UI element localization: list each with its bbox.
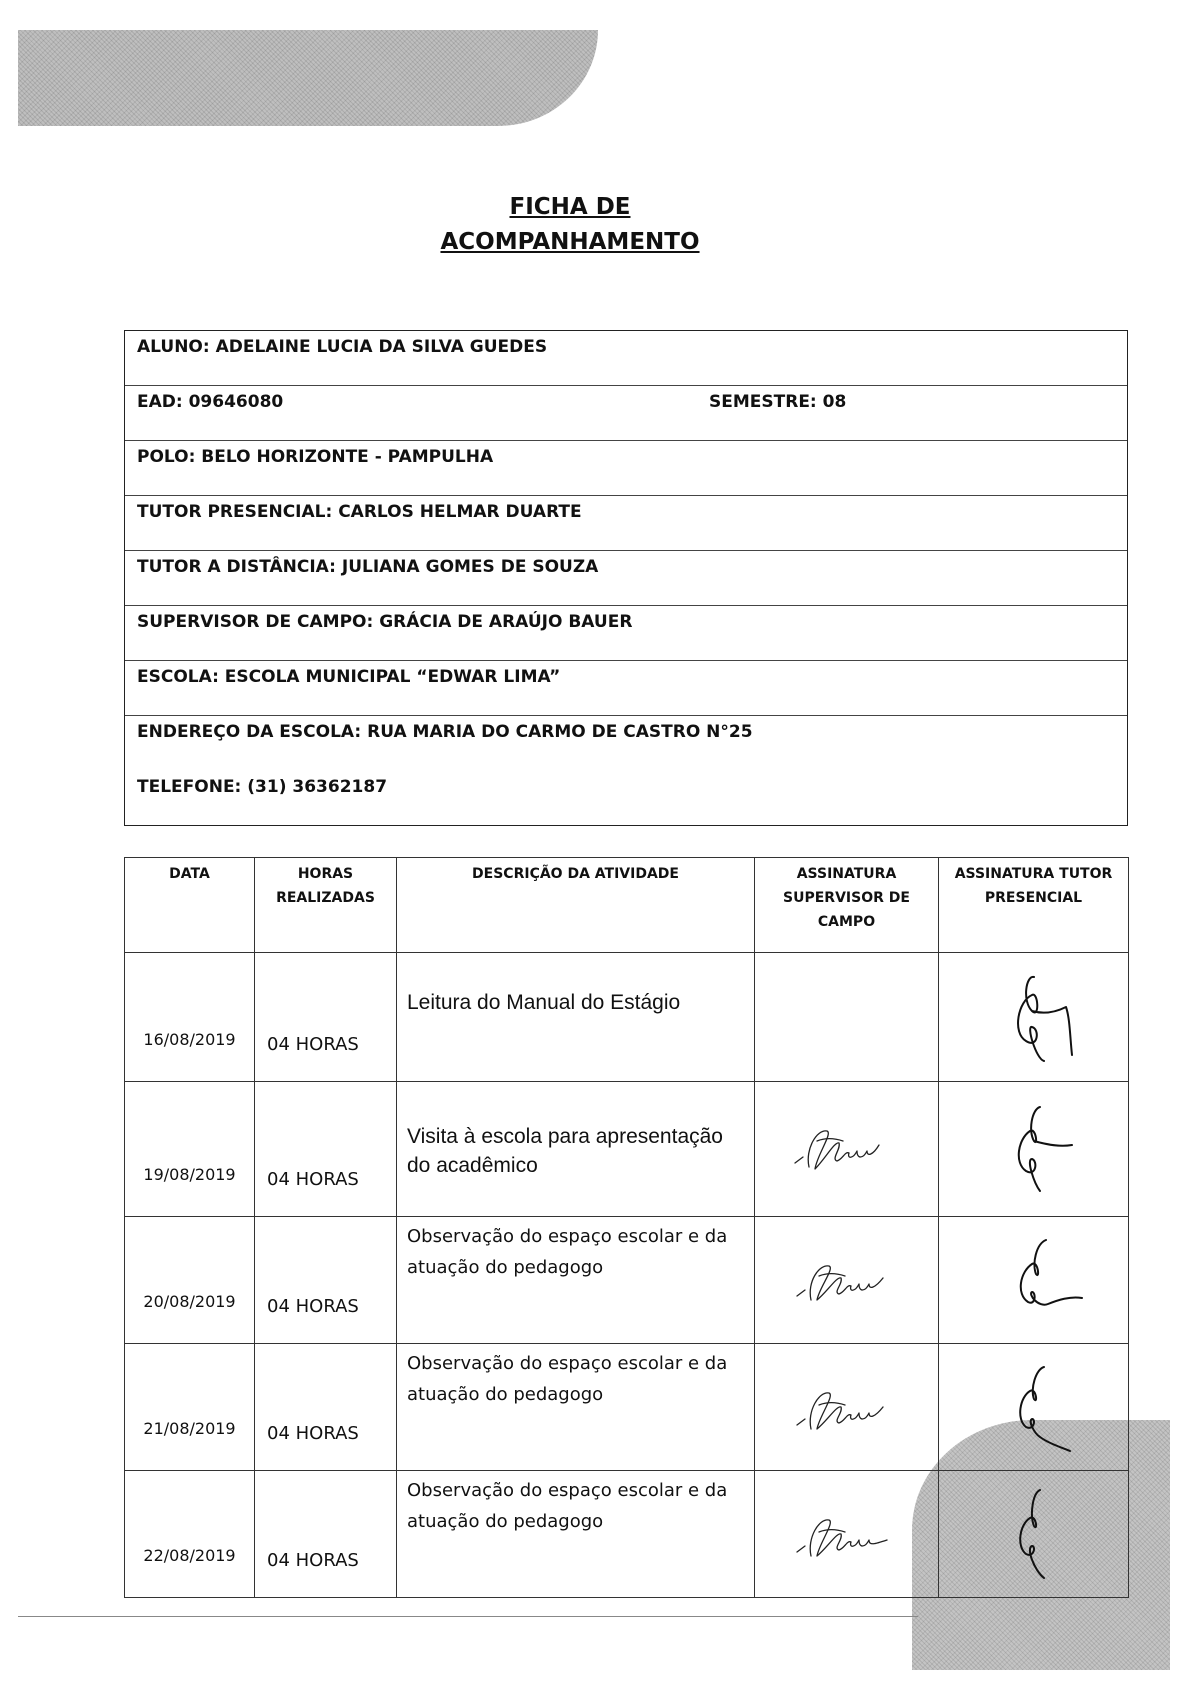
info-row-escola [125,661,1127,716]
tutor-distancia-field: TUTOR A DISTÂNCIA: JULIANA GOMES DE SOUZA [137,557,599,577]
table-row [125,1082,1129,1217]
tutor-signature-icon [974,971,1094,1063]
info-row-telefone [125,771,1127,826]
row-supervisor-signature [755,1217,939,1344]
info-row-aluno [125,331,1127,386]
escola-field: ESCOLA: ESCOLA MUNICIPAL “EDWAR LIMA” [137,667,561,687]
info-row-tutor-distancia [125,551,1127,606]
row-supervisor-signature [755,1344,939,1471]
row-tutor-signature [939,1344,1129,1471]
row-supervisor-signature [755,1471,939,1598]
supervisor-field: SUPERVISOR DE CAMPO: GRÁCIA DE ARAÚJO BAUER [137,612,633,632]
row-hours: 04 HORAS [255,953,397,1082]
telefone-field: TELEFONE: (31) 36362187 [137,777,388,797]
tutor-presencial-field: TUTOR PRESENCIAL: CARLOS HELMAR DUARTE [137,502,582,522]
row-date: 16/08/2019 [125,953,255,1082]
bottom-rule [18,1616,918,1617]
table-row [125,1217,1129,1344]
row-description: Observação do espaço escolar e da atuação do pedagogo [397,1344,755,1471]
polo-field: POLO: BELO HORIZONTE - PAMPULHA [137,447,494,467]
table-row [125,953,1129,1082]
info-row-ead [125,386,1127,441]
row-tutor-signature [939,1471,1129,1598]
semestre-field: SEMESTRE: 08 [709,392,847,412]
activity-table-header [125,858,1129,953]
supervisor-signature-icon [787,1504,907,1564]
row-hours: 04 HORAS [255,1082,397,1217]
row-description: Leitura do Manual do Estágio [397,953,755,1082]
header-data: DATA [125,858,255,953]
student-info-box [124,330,1128,826]
row-description: Observação do espaço escolar e da atuação do pedagogo [397,1217,755,1344]
row-date: 20/08/2019 [125,1217,255,1344]
endereco-field: ENDEREÇO DA ESCOLA: RUA MARIA DO CARMO DE CASTRO N°25 [137,722,753,742]
supervisor-signature-icon [787,1377,907,1437]
header-assinatura-tutor: ASSINATURA TUTOR PRESENCIAL [939,858,1129,953]
table-row [125,1344,1129,1471]
supervisor-signature-icon [787,1250,907,1310]
row-date: 21/08/2019 [125,1344,255,1471]
row-description: Visita à escola para apresentação do acadêmico [397,1082,755,1217]
row-date: 22/08/2019 [125,1471,255,1598]
row-supervisor-signature-empty [755,953,939,1082]
row-tutor-signature [939,1082,1129,1217]
row-supervisor-signature [755,1082,939,1217]
row-hours: 04 HORAS [255,1217,397,1344]
header-horas: HORAS REALIZADAS [255,858,397,953]
tutor-signature-icon [974,1234,1094,1326]
activity-table [124,857,1129,1598]
scan-artifact-top [18,30,598,126]
table-row [125,1471,1129,1598]
tutor-signature-icon [974,1103,1094,1195]
row-description: Observação do espaço escolar e da atuação do pedagogo [397,1471,755,1598]
supervisor-signature-icon [787,1119,907,1179]
ead-field: EAD: 09646080 [137,392,284,412]
document-title-line-2: ACOMPANHAMENTO [440,229,700,255]
header-assinatura-supervisor: ASSINATURA SUPERVISOR DE CAMPO [755,858,939,953]
row-tutor-signature [939,1217,1129,1344]
tutor-signature-icon [974,1488,1094,1580]
row-hours: 04 HORAS [255,1471,397,1598]
row-tutor-signature [939,953,1129,1082]
header-descricao: DESCRIÇÃO DA ATIVIDADE [397,858,755,953]
tutor-signature-icon [974,1361,1094,1453]
info-row-tutor-presencial [125,496,1127,551]
row-hours: 04 HORAS [255,1344,397,1471]
info-row-supervisor [125,606,1127,661]
document-title-line-1: FICHA DE [509,194,631,220]
row-date: 19/08/2019 [125,1082,255,1217]
info-row-endereco [125,716,1127,771]
info-row-polo [125,441,1127,496]
aluno-field: ALUNO: ADELAINE LUCIA DA SILVA GUEDES [137,337,548,357]
